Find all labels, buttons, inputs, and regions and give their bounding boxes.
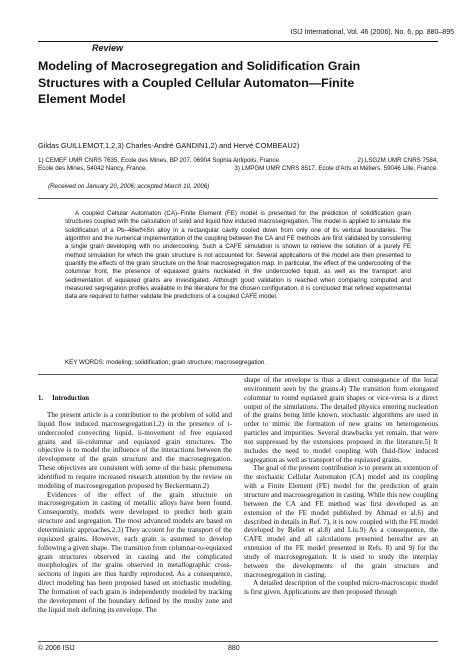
header-rule [38,41,438,42]
abstract: A coupled Cellular Automaton (CA)–Finite Element (FE) model is presented for the prediction of solidification grain structures coupled with the calculation of solid and liquid flow induced macrosegregation. The model is applied to simulate the solidification of a Pb–48wt%Sn alloy in a rectangular cavity cooled down from only one of its vertical boundaries. The algorithm and the numerical implementation of the coupling between the CA and FE methods are first validated by considering a single grain developing with no undercooling. Such a CAFE simulation is shown to retrieve the solution of a purely FE method simulation for which the grain structure is not accounted for. Several applications of the model are then presented to quantify the effects of the grain structure on the final macrosegregation map. In particular, the effect of the undercooling of the columnar front, the presence of equiaxed grains nucleated in the undercooled liquid, as well as the transport and sedimentation of equiaxed grains are investigated. Although good validation is reached when comparing computed and measured segregation profiles available in the literature for the chosen configuration, it is concluded that refined experimental data are required to further validate the predictions of a coupled CAFE model. [65,210,411,301]
copyright: © 2006 ISIJ [38,645,75,652]
author-list: Gildas GUILLEMOT,1,2,3) Charles-André GANDIN1,2) and Hervé COMBEAU2) [38,141,300,150]
page-number: 880 [228,645,240,652]
paragraph: Evidences of the effect of the grain structure on macrosegregation in casting of metallic alloys have been found. Consequently, models were developed to predict both grain structure and segregation. The most advanced models are based on deterministic approaches.2,3) They account for the transport of the equiaxed grains. However, each grain is assumed to develop following a given shape. The transition from columnar-to-equiaxed grain structures observed in casting and the complicated morphologies of the grains observed in metallographic cross-sections of ingots are thus hardly reproduced. As a consequence, direct modeling has been proposed based on stochastic modeling. The formation of each grain is independently modeled by tracking the development of the boundary defined by the mushy zone and the liquid melt defining its envelope. The [38,490,232,614]
title-line: Modeling of Macrosegregation and Solidification Grain [38,59,361,73]
article-title [38,58,438,108]
keywords: KEY WORDS: modeling; solidification; grain structure; macrosegregation. [65,359,267,366]
divider [38,374,438,375]
section-label: Review [92,43,124,53]
journal-citation: ISIJ International, Vol. 46 (2006), No. 6, pp. 880–895 [290,29,454,36]
title-line: Structures with a Coupled Cellular Automaton—Finite [38,75,355,90]
affiliation-3: 3) LMPGM UMR CNRS 8517, Ecole d’Arts et Métiers, 59046 Lille, France. [234,165,438,173]
affiliation-row [38,157,438,165]
received-date: (Received on January 20, 2006; accepted March 10, 2006) [48,183,210,190]
section-heading [38,395,89,402]
affiliations [38,157,438,174]
affiliation-2-start: 2) LSG2M UMR CNRS 7584, [357,157,438,164]
section-number: 1. [38,395,44,402]
body-column-left [38,411,232,614]
paragraph: The present article is a contribution to the problem of solid and liquid flow induced macrosegregation1,2) in the presence of i-undercooled convecting liquid, ii-movement of free equiaxed grains and iii-columnar and equiaxed grain structures. The objective is to model the influence of the interactions between the development of the grain structure and the macrosegregation. These objectives are consistent with some of the basic phenomena identified to require increased research attention by the review on modeling of macrosegregation proposed by Beckermann.2) [38,411,232,490]
paragraph: The goal of the present contribution is to present an extention of the stochastic Cellular Automaton (CA) model and its coupling with a Finite Element (FE) model for the prediction of grain structure and macrosegregation in casting. While this new coupling between the CA and FE method was first developed as an extension of the FE model published by Ahmad et al.6) and described in details in Ref. 7), it is now coupled with the FE model developed by Bellet et al.8) and Liu.9) As a consequence, the CAFE model and all calculations presented hereafter are an extension of the FE model presented in Refs. 8) and 9) for the study of macrosegregation. It is used to study the interplay between the developments of the grain structure and macrosegregation in casting. [244,464,438,579]
affiliation-row [38,165,438,173]
footer-rule [38,641,438,642]
affiliation-1: 1) CEMEF UMR CNRS 7635, Ecole des Mines, BP 207, 06904 Sophia Antipolis, France. [38,157,281,164]
affiliation-2-end: Ecole des Mines, 54042 Nancy, France. [38,165,148,173]
paragraph: shape of the envelope is thus a direct consequence of the local environment seen by the grains.4) The transition from elongated columnar to round equiaxed grain shapes or vice-versa is a direct output of the simulations. The detailed physics entering nucleation of the grains being little known, stochastic algorithms are used in order to mimic the formation of new grains on heterogeneous particles and impurities. Several drawbacks yet remain, that were not suppressed by the extensions proposed in the literature.5) It includes the need to model coupling with fluid-flow induced segregation as well as transport of the equiaxed grains. [244,376,438,464]
divider [38,198,438,199]
body-column-right [244,376,438,597]
title-line: Element Model [38,92,126,106]
section-title: Introduction [52,395,89,402]
paragraph: A detailed description of the coupled micro-macroscopic model is first given. Applications are then proposed through [244,579,438,597]
